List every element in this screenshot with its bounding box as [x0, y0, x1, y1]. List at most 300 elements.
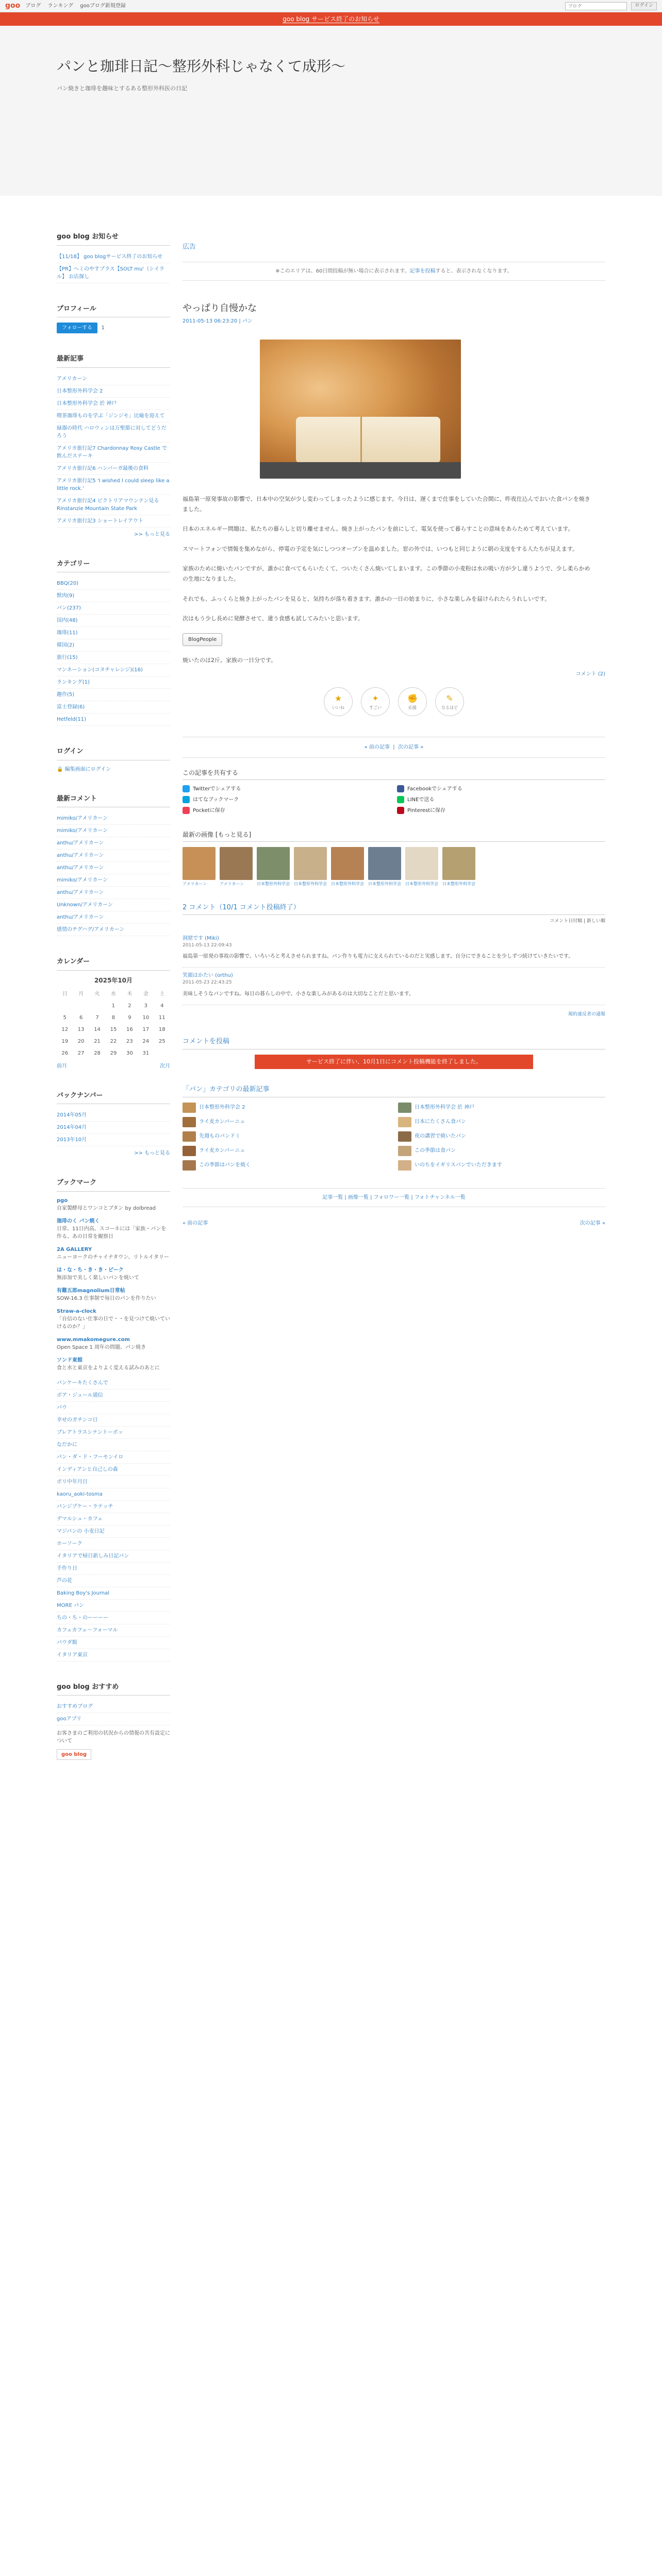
calendar-week-row [57, 1047, 170, 1059]
bookmark-title[interactable]: Straw-a-clock [57, 1308, 96, 1314]
service-end-notice[interactable] [0, 12, 662, 26]
report-link[interactable]: 規約違反者の通報 [568, 1011, 605, 1017]
popular-image-caption[interactable]: 日本整形外科学会 [442, 881, 475, 886]
share-item[interactable] [397, 807, 605, 815]
category-latest-label[interactable]: いのちをイギリスパンでいただきます [415, 1162, 502, 1168]
bookmark-link-item[interactable]: イタリア東京 [57, 1649, 170, 1662]
bookmark-link-item[interactable]: kaoru_aoki-tosma [57, 1488, 170, 1501]
category-item[interactable]: 趣作(5) [57, 689, 170, 701]
popular-image-thumb[interactable] [368, 847, 401, 880]
goo-notice-list [57, 251, 170, 283]
recent-post-item[interactable]: 日本整形外科学会 2 [57, 385, 170, 398]
category-latest-item[interactable] [183, 1103, 390, 1113]
goo-logo[interactable]: goo [5, 2, 21, 10]
category-latest-item[interactable] [398, 1117, 605, 1127]
post-paragraph: 福島第一原発事故の影響で、日本中の空気が少し変わってしまったように感じます。今日は、遅くまで仕事をしていた合間に、昨夜仕込んでおいた食パンを焼きました。 [183, 495, 590, 513]
category-item[interactable]: 獣肉(9) [57, 590, 170, 602]
category-latest-item[interactable] [183, 1160, 390, 1171]
share-item-label[interactable]: Facebookでシェアする [407, 786, 462, 792]
bookmark-title[interactable]: 有難五郎magnolium日常帖 [57, 1287, 125, 1294]
calendar-day: 11 [158, 1014, 166, 1021]
goo-notice-item[interactable]: 【11/18】 goo blogサービス終了のお知らせ [57, 251, 170, 263]
recent-more-link[interactable]: >> もっと見る [134, 531, 170, 537]
calendar-weekday: 日 [62, 991, 68, 997]
bottom-next-link[interactable]: 次の記事 » [580, 1220, 605, 1226]
bookmark-link-item[interactable]: デマルシュ・カフェ [57, 1513, 170, 1526]
login-section [57, 747, 170, 773]
top-link-register[interactable]: gooブログ新規登録 [80, 3, 126, 9]
calendar-day: 3 [144, 1003, 147, 1009]
recent-comment-item[interactable]: anthu/アメリカーン [57, 862, 170, 874]
recent-comment-item[interactable]: Unknown/アメリカーン [57, 899, 170, 911]
top-link-blog[interactable]: ブログ [25, 3, 41, 9]
bookmark-link-item[interactable]: 幸せのガチンコ日 [57, 1414, 170, 1427]
category-item[interactable]: 国内(48) [57, 615, 170, 627]
calendar-day: 9 [128, 1014, 131, 1021]
bookmark-title[interactable]: pgo [57, 1197, 68, 1204]
category-latest-label[interactable]: 日本整形外科学会 於 神戸 [415, 1105, 475, 1111]
category-latest-thumb [398, 1103, 411, 1113]
bookmark-item [57, 1197, 170, 1212]
recent-post-item[interactable]: 緑器の時代 ハロウィンは万聖節に対してどうだろう [57, 422, 170, 443]
popular-images-grid [183, 847, 605, 887]
bookmark-link-item[interactable]: パウ [57, 1402, 170, 1414]
share-item[interactable] [183, 807, 391, 815]
popular-image-thumb[interactable] [220, 847, 253, 880]
calendar-day: 24 [142, 1038, 150, 1044]
backnumber-item[interactable]: 2014年05月 [57, 1109, 170, 1122]
login-title: ログイン [57, 747, 170, 760]
category-latest-label[interactable]: この季節はパンを焼く [199, 1162, 251, 1168]
popular-image-item[interactable] [257, 847, 290, 887]
share-service-icon [183, 785, 190, 792]
recent-posts-section [57, 354, 170, 538]
backnumber-section [57, 1091, 170, 1158]
recent-comment-item[interactable]: anthu/アメリカーン [57, 837, 170, 850]
calendar-day: 4 [160, 1003, 164, 1009]
popular-image-thumb[interactable] [294, 847, 327, 880]
bread-split-shape [360, 417, 362, 463]
ad-notice-tail: すると、表示されなくなります。 [435, 268, 512, 274]
calendar-day: 8 [111, 1014, 115, 1021]
calendar-day [154, 1047, 170, 1059]
recent-post-item[interactable]: 日本整形外科学会 於 神戸 [57, 398, 170, 410]
recent-post-item[interactable]: アメリカ旅行記5 'I wished I could sleep like a little rock.' [57, 475, 170, 495]
calendar-day [57, 1000, 73, 1012]
calendar-week-row [57, 1036, 170, 1047]
bookmark-link-item[interactable]: カフェカフェ〜フォーマル [57, 1624, 170, 1637]
comment-item [183, 930, 605, 968]
category-latest-thumb [183, 1131, 196, 1142]
category-latest-item[interactable] [398, 1146, 605, 1156]
calendar-nav [57, 1062, 170, 1070]
recent-comment-item[interactable]: anthu/アメリカーン [57, 911, 170, 924]
popular-image-thumb[interactable] [331, 847, 364, 880]
calendar-day: 18 [158, 1026, 166, 1032]
goo-blog-badge[interactable]: goo blog [57, 1749, 91, 1760]
calendar-day: 16 [126, 1026, 133, 1032]
calendar-weekday: 土 [159, 991, 165, 997]
calendar-week-row [57, 1012, 170, 1024]
next-post-link[interactable]: 次の記事 » [398, 744, 424, 750]
comment-author[interactable]: 洞窟です (Miki) [183, 935, 219, 941]
share-item[interactable] [397, 796, 605, 804]
bookmark-link-item[interactable]: ホーソーク [57, 1538, 170, 1550]
share-item[interactable] [183, 796, 391, 804]
popular-image-caption[interactable]: アメリカーン [220, 881, 244, 886]
category-item[interactable]: BBQ(20) [57, 578, 170, 590]
category-latest-label[interactable]: ライ麦カンパーニュ [199, 1119, 245, 1125]
bookmark-item [57, 1308, 170, 1331]
calendar-day: 22 [110, 1038, 117, 1044]
category-item[interactable]: 韓国(2) [57, 639, 170, 652]
calendar-day: 7 [95, 1014, 99, 1021]
recent-post-item[interactable]: アメリカ旅行記7 Chardonnay Rosy Castle で飲んだステーキ [57, 443, 170, 463]
comment-count-link[interactable]: コメント (2) [575, 671, 605, 677]
backnumber-item[interactable]: 2013年10月 [57, 1134, 170, 1146]
bookmark-link-item[interactable]: パン・ダ・ド・フーモンイロ [57, 1451, 170, 1464]
blog-search-input[interactable] [565, 2, 627, 10]
reaction-label: なるほど [441, 705, 458, 710]
category-latest-thumb [183, 1146, 196, 1156]
bookmark-link-item[interactable]: パウダ館 [57, 1637, 170, 1649]
bookmark-item [57, 1217, 170, 1241]
popular-image-caption[interactable]: 日本整形外科学会 [331, 881, 364, 886]
share-service-icon [397, 796, 404, 803]
login-link-text[interactable]: 編集画面にログイン [64, 766, 111, 772]
login-button[interactable]: ログイン [631, 2, 657, 10]
category-latest-label[interactable]: ライ麦カンパーニュ [199, 1148, 245, 1154]
reaction-button[interactable] [435, 687, 464, 716]
recent-comments-title: 最新コメント [57, 794, 170, 808]
category-item[interactable]: 富士登録(6) [57, 701, 170, 714]
ad-label: 広告 [183, 243, 196, 251]
share-item[interactable] [397, 785, 605, 793]
reaction-label: すごい [369, 705, 382, 710]
popular-image-caption[interactable]: 日本整形外科学会 [257, 881, 290, 886]
post-paragraph: 次はもう少し長めに発酵させて、違う食感も試してみたいと思います。 [183, 615, 363, 622]
reaction-icon: ✊ [407, 693, 418, 703]
reaction-button[interactable] [324, 687, 353, 716]
calendar-day: 30 [126, 1050, 133, 1056]
popular-images-head[interactable]: 最新の画像 [もっと見る] [183, 830, 605, 842]
calendar-day: 20 [77, 1038, 85, 1044]
calendar-day: 21 [94, 1038, 101, 1044]
calendar-day: 1 [111, 1003, 115, 1009]
bookmark-description: 日常、11日内高、スコーネには「家族・パンを作る、あの日常を観察日 [57, 1226, 167, 1240]
share-head: この記事を共有する [183, 768, 605, 780]
bookmark-item [57, 1357, 170, 1372]
goo-info-list [57, 1701, 170, 1725]
comment-text: 美味しそうなパンですね。毎日の暮らしの中で、小さな楽しみがあるのは大切なことだと思います。 [183, 991, 414, 997]
calendar-day: 6 [79, 1014, 83, 1021]
prev-post-link[interactable]: « 前の記事 [364, 744, 390, 750]
recent-post-item[interactable]: アメリカ旅行記6 ハンバーガ最後の食料 [57, 463, 170, 475]
category-item[interactable]: マンネーション(コヌチャレンジ)(16) [57, 664, 170, 676]
share-service-icon [397, 785, 404, 792]
bookmark-link-item[interactable]: ボア・ジュール通信 [57, 1389, 170, 1402]
goo-info-title: goo blog おすすめ [57, 1682, 170, 1696]
popular-image-item[interactable] [405, 847, 438, 887]
category-latest-item[interactable] [398, 1131, 605, 1142]
calendar-day: 17 [142, 1026, 150, 1032]
calendar-section [57, 957, 170, 1070]
bookmark-link-item[interactable]: インディアンと自己しの森 [57, 1464, 170, 1476]
backnumber-list [57, 1109, 170, 1146]
calendar-day: 23 [126, 1038, 133, 1044]
category-latest-thumb [398, 1131, 411, 1142]
profile-section [57, 304, 170, 334]
calendar-day [89, 1000, 105, 1012]
follow-button[interactable]: フォローする [57, 323, 97, 333]
goo-info-item[interactable]: gooアプリ [57, 1713, 170, 1725]
calendar-day: 14 [94, 1026, 101, 1032]
category-item[interactable]: パン(237) [57, 602, 170, 615]
bookmark-title[interactable]: ソンド東館 [57, 1357, 82, 1363]
popular-image-item[interactable] [442, 847, 475, 887]
category-latest-item[interactable] [398, 1103, 605, 1113]
popular-image-item[interactable] [368, 847, 401, 887]
popular-image-thumb[interactable] [442, 847, 475, 880]
backnumber-more-link[interactable]: >> もっと見る [134, 1150, 170, 1156]
bookmark-title[interactable]: 珈琲のく パン焼く [57, 1218, 100, 1224]
goo-info-section [57, 1682, 170, 1760]
calendar-day: 28 [94, 1050, 101, 1056]
calendar-table [57, 988, 170, 1059]
bookmark-link-item[interactable]: 手作り日 [57, 1563, 170, 1575]
comment-author[interactable]: 笑顔はかたい (orthu) [183, 973, 233, 979]
calendar-title: カレンダー [57, 957, 170, 971]
popular-image-caption[interactable]: 日本整形外科学会 [405, 881, 438, 886]
bookmark-title[interactable]: 2A GALLERY [57, 1246, 92, 1252]
bookmark-title: ブックマーク [57, 1178, 170, 1192]
reaction-icon: ✦ [372, 693, 379, 703]
recent-post-item[interactable]: アメリカーン [57, 373, 170, 385]
share-service-icon [183, 796, 190, 803]
top-bar [0, 0, 662, 12]
recent-posts-title: 最新記事 [57, 354, 170, 368]
recent-post-item[interactable]: アメリカ旅行記3 ショートレイアウト [57, 515, 170, 528]
post-paragraph: 家族のために焼いたパンですが、誰かに食べてもらいたくて、ついたくさん焼いてしまいます。この季節の小麦粉は水の吸い方が少し違うようで、少し柔らかめの生地になりました。 [183, 565, 590, 583]
bookmark-link-item[interactable]: プレアトラスシナントーボッ [57, 1427, 170, 1439]
recent-comment-item[interactable]: anthu/アメリカーン [57, 887, 170, 899]
calendar-weekday: 木 [127, 991, 133, 997]
category-latest-item[interactable] [183, 1117, 390, 1127]
recent-comment-item[interactable]: mimiko/アメリカーン [57, 812, 170, 825]
board-shape [260, 462, 461, 479]
bread-photo[interactable] [260, 340, 461, 479]
bookmark-item [57, 1266, 170, 1282]
bookmark-description: 「自信のない仕事の日で・・を見つけて焼いていけるのか？」 [57, 1316, 170, 1330]
comment-text: 福島第一原発の事故の影響で、いろいろと考えさせられますね。パン作りも電力に支えられているのだと実感します。自分にできることを少しずつ続けていきたいです。 [183, 954, 574, 960]
comment-order-toggle[interactable]: コメント日付順 | 新しい順 [550, 919, 605, 924]
category-list [57, 578, 170, 726]
backnumber-item[interactable]: 2014年04月 [57, 1122, 170, 1134]
bookmark-link-item[interactable]: なだかに [57, 1439, 170, 1451]
share-service-icon [397, 807, 404, 814]
calendar-day: 29 [110, 1050, 117, 1056]
goo-notice-section [57, 232, 170, 283]
category-latest-grid [183, 1103, 605, 1171]
post-title[interactable]: やっぱり自慢かな [183, 302, 257, 314]
category-latest-head: 「パン」カテゴリの最新記事 [183, 1084, 605, 1097]
calendar-weekday-row [57, 988, 170, 1000]
share-item-label[interactable]: Twitterでシェアする [193, 786, 241, 792]
share-item-label[interactable]: はてなブックマーク [193, 796, 239, 803]
category-item[interactable]: ランキング(1) [57, 676, 170, 689]
blog-header [0, 26, 662, 196]
category-latest-label[interactable]: 先週ものパンドミ [199, 1133, 240, 1140]
calendar-day [73, 1000, 89, 1012]
calendar-prev-link[interactable]: 前月 [57, 1063, 67, 1069]
recent-comment-item[interactable]: mimiko/アメリカーン [57, 874, 170, 887]
category-latest-label[interactable]: 夜の講習で焼いたパン [415, 1133, 466, 1140]
popular-image-caption[interactable]: 日本整形外科学会 [368, 881, 401, 886]
bread-crumb-shape [296, 417, 440, 463]
comments-head: 2 コメント（10/1 コメント投稿終了） [183, 903, 605, 916]
bookmark-list [57, 1197, 170, 1372]
recent-comment-item[interactable]: mimiko/アメリカーン [57, 825, 170, 837]
recent-post-item[interactable]: アメリカ旅行記4 ビクトリアマウンテン見る Rinstanzie Mountain State Park [57, 495, 170, 515]
popular-image-item[interactable] [183, 847, 216, 887]
popular-image-item[interactable] [331, 847, 364, 887]
recent-comment-item[interactable]: anthu/アメリカーン [57, 850, 170, 862]
comment-list [183, 930, 605, 1005]
reaction-label: いいね [332, 705, 344, 710]
category-latest-item[interactable] [183, 1146, 390, 1156]
lock-icon: 🔒 [57, 766, 65, 772]
comment-item [183, 968, 605, 1005]
calendar-weekday: 水 [110, 991, 116, 997]
popular-image-thumb[interactable] [257, 847, 290, 880]
share-grid [183, 785, 605, 815]
popular-image-thumb[interactable] [405, 847, 438, 880]
goo-info-item[interactable]: おすすめブログ [57, 1701, 170, 1713]
category-item[interactable]: Hetfeld(11) [57, 714, 170, 726]
share-item-label[interactable]: Pinterestに保存 [407, 807, 446, 814]
post-paragraph: それでも、ふっくらと焼き上がったパンを見ると、気持ちが落ち着きます。誰かの一日の始まりに、小さな楽しみを届けられたらうれしいです。 [183, 595, 551, 602]
bottom-navigation [183, 1214, 605, 1258]
top-links [25, 2, 131, 10]
popular-image-item[interactable] [220, 847, 253, 887]
main-content [183, 196, 605, 1781]
category-latest-label[interactable]: この季節は食パン [415, 1148, 456, 1154]
calendar-next-link[interactable]: 次月 [160, 1063, 170, 1069]
recent-post-item[interactable]: 喫茶珈琲ものを学ぶ「ジンジモ」比喩を迎えて [57, 410, 170, 422]
login-link[interactable] [57, 766, 170, 773]
blogpeople-badge[interactable]: BlogPeople [183, 633, 222, 646]
profile-title: プロフィール [57, 304, 170, 318]
category-latest-thumb [398, 1146, 411, 1156]
bookmark-description: Open Space 1 周年の問題、パン焼き [57, 1344, 146, 1350]
calendar-day: 10 [142, 1014, 150, 1021]
calendar-month: 2025年10月 [94, 976, 133, 984]
reaction-button[interactable] [398, 687, 427, 716]
follower-count: 1 [101, 325, 105, 331]
goo-notice-title: goo blog お知らせ [57, 232, 170, 246]
post-paragraph: スマートフォンで情報を集めながら、停電の予定を気にしつつオーブンを温めました。窓の外では、いつもと同じように朝の支度をする人たちが見えます。 [183, 545, 578, 552]
popular-image-caption[interactable]: 日本整形外科学会 [294, 881, 327, 886]
category-item[interactable]: 珈琲(11) [57, 627, 170, 639]
bottom-prev-link[interactable]: « 前の記事 [183, 1220, 208, 1226]
category-latest-item[interactable] [398, 1160, 605, 1171]
calendar-day: 25 [158, 1038, 166, 1044]
blog-title[interactable]: パンと珈琲日記〜整形外科じゃなくて成形〜 [57, 58, 346, 75]
bookmark-description: 自家製酵母とワンコとブタン by dolbread [57, 1205, 156, 1211]
bookmark-description: 食と水と東京をよりよく変える試みのあとに [57, 1365, 160, 1371]
blog-description: パン焼きと珈琲を趣味とするある整形外科医の日記 [57, 85, 187, 92]
recent-comment-item[interactable]: 感情のチグハグ/アメリカーン [57, 924, 170, 936]
bookmark-link-item[interactable]: パンケーキたくさんで [57, 1377, 170, 1389]
reaction-button[interactable] [361, 687, 390, 716]
category-latest-thumb [398, 1160, 411, 1171]
service-end-notice-text[interactable]: goo blog サービス終了のお知らせ [283, 15, 379, 23]
bookmark-item [57, 1336, 170, 1351]
bookmark-link-item[interactable]: イタリアで帰日新しみ日記パン [57, 1550, 170, 1563]
top-link-ranking[interactable]: ランキング [47, 3, 74, 9]
category-section [57, 559, 170, 726]
category-latest-thumb [183, 1103, 196, 1113]
recent-comments-section [57, 794, 170, 937]
bookmark-link-item[interactable]: ちの・ち・のーーーー [57, 1612, 170, 1624]
calendar-weekday: 金 [143, 991, 148, 997]
footer-links[interactable]: 記事一覧 | 画像一覧 | フォロワー一覧 | フォトチャンネル一覧 [183, 1188, 605, 1207]
category-latest-label[interactable]: 日本整形外科学会 2 [199, 1105, 245, 1111]
comment-date: 2011-05-23 22:43:25 [183, 980, 232, 986]
post-meta[interactable]: 2011-05-13 06:23:20 | パン [183, 318, 253, 324]
bookmark-link-list [57, 1377, 170, 1662]
share-item-label[interactable]: LINEで送る [407, 796, 435, 803]
post-article-link[interactable]: 記事を投稿 [409, 268, 436, 274]
popular-image-item[interactable] [294, 847, 327, 887]
category-latest-item[interactable] [183, 1131, 390, 1142]
bookmark-link-item[interactable]: 芦の花 [57, 1575, 170, 1587]
bookmark-link-item[interactable]: ポリ中年月日 [57, 1476, 170, 1488]
bookmark-description: ニューヨークのチャイナタウン、リトルイタリー [57, 1254, 169, 1260]
recent-comments-list [57, 812, 170, 936]
bookmark-item [57, 1246, 170, 1261]
sidebar [57, 196, 170, 1781]
post-closing-line: 焼いたのは2斤。家族の一日分です。 [183, 657, 277, 664]
calendar-day: 13 [77, 1026, 85, 1032]
bookmark-link-item[interactable]: MORE パン [57, 1600, 170, 1612]
comment-closed-notice[interactable]: サービス終了に伴い、10月1日にコメント投稿機能を終了しました。 [255, 1055, 533, 1070]
category-latest-label[interactable]: 日本にたくさん食パン [415, 1119, 466, 1125]
share-item[interactable] [183, 785, 391, 793]
popular-image-thumb[interactable] [183, 847, 216, 880]
category-latest-thumb [398, 1117, 411, 1127]
calendar-weekday: 火 [94, 991, 100, 997]
category-latest-thumb [183, 1160, 196, 1171]
popular-image-caption[interactable]: アメリカーン [183, 881, 207, 886]
calendar-week-row [57, 1000, 170, 1012]
category-item[interactable]: 旅行(15) [57, 652, 170, 664]
share-item-label[interactable]: Pocketに保存 [193, 807, 225, 814]
calendar-day: 27 [77, 1050, 85, 1056]
bookmark-link-item[interactable]: マジパンの 小麦日記 [57, 1526, 170, 1538]
bookmark-title[interactable]: は・な・ち・き・き・ピーク [57, 1267, 124, 1273]
bookmark-link-item[interactable]: Baking Boy's Journal [57, 1587, 170, 1600]
category-latest-thumb [183, 1117, 196, 1127]
goo-notice-item[interactable]: 【PR】ヘミのやすプラス【SOLT mu'（シイラル】 お店探し [57, 263, 170, 283]
category-title: カテゴリー [57, 559, 170, 573]
bookmark-description: SOW-16.3 仕事制で毎日のパンを作りたい [57, 1295, 156, 1301]
bookmark-link-item[interactable]: パンジプケー・ラテッチ [57, 1501, 170, 1513]
recent-posts-list [57, 373, 170, 528]
calendar-day: 26 [61, 1050, 69, 1056]
bookmark-title[interactable]: www.mmakomegure.com [57, 1336, 130, 1343]
goo-info-note[interactable]: お客さまのご利用の状況からの情報の共有設定について [57, 1731, 170, 1744]
